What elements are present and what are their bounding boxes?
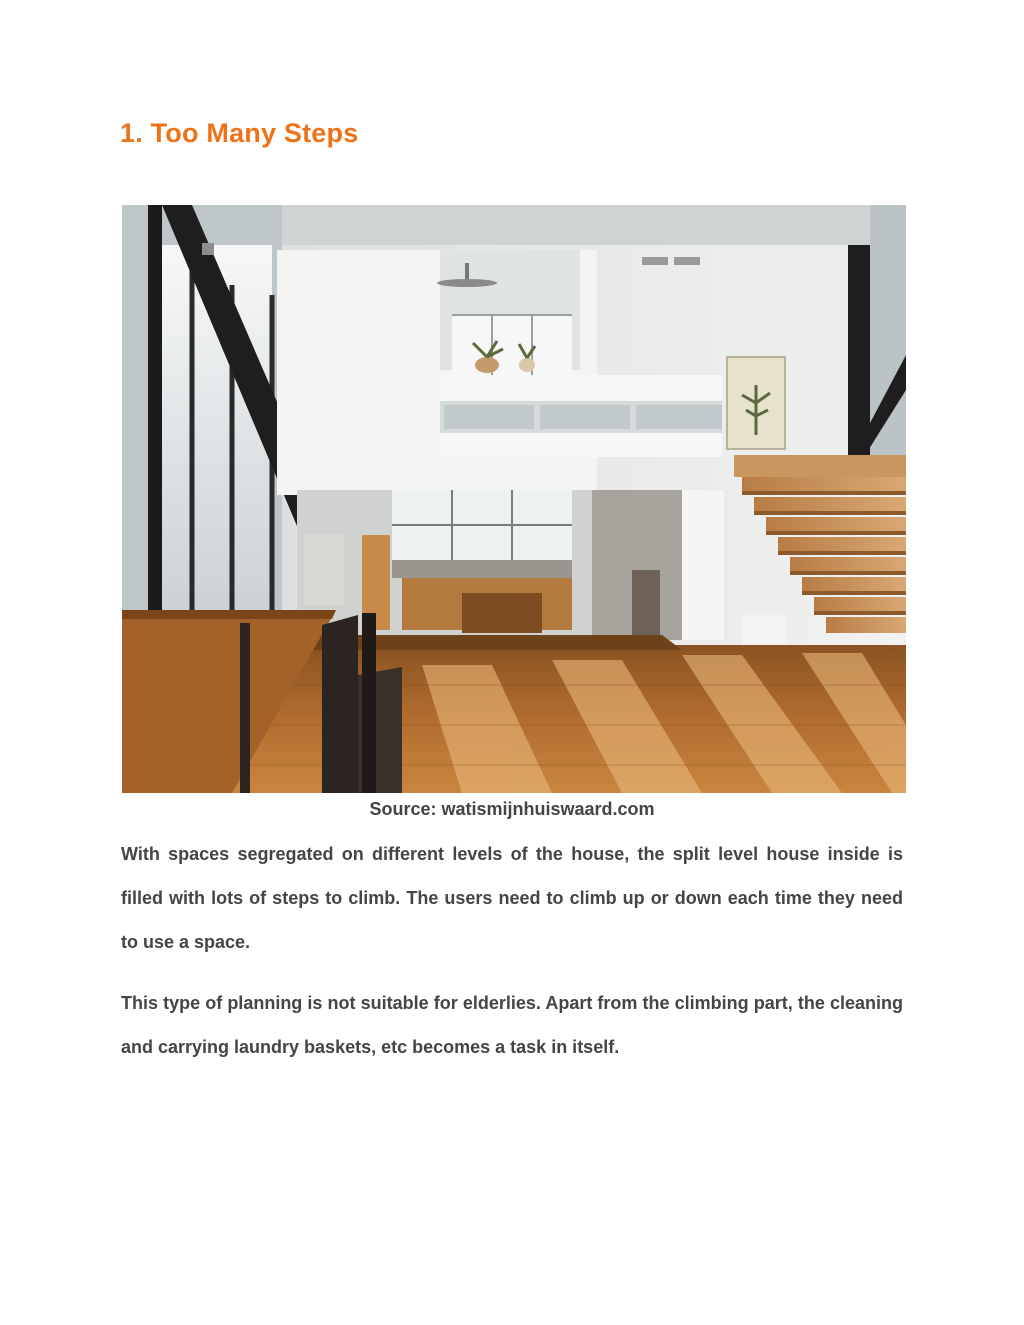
body-paragraph-1: With spaces segregated on different levels of the house, the split level house inside is filled with lots of steps to climb. The users need to climb up or down each time they need to use a space. [121,844,903,952]
image-caption: Source: watismijnhuiswaard.com [369,799,655,819]
page-heading: 1. Too Many Steps [120,118,359,148]
body-paragraph-2: This type of planning is not suitable for elderlies. Apart from the climbing part, the cleaning and carrying laundry baskets, etc becomes a task in itself. [121,993,903,1057]
split-level-interior-photo [122,205,906,793]
